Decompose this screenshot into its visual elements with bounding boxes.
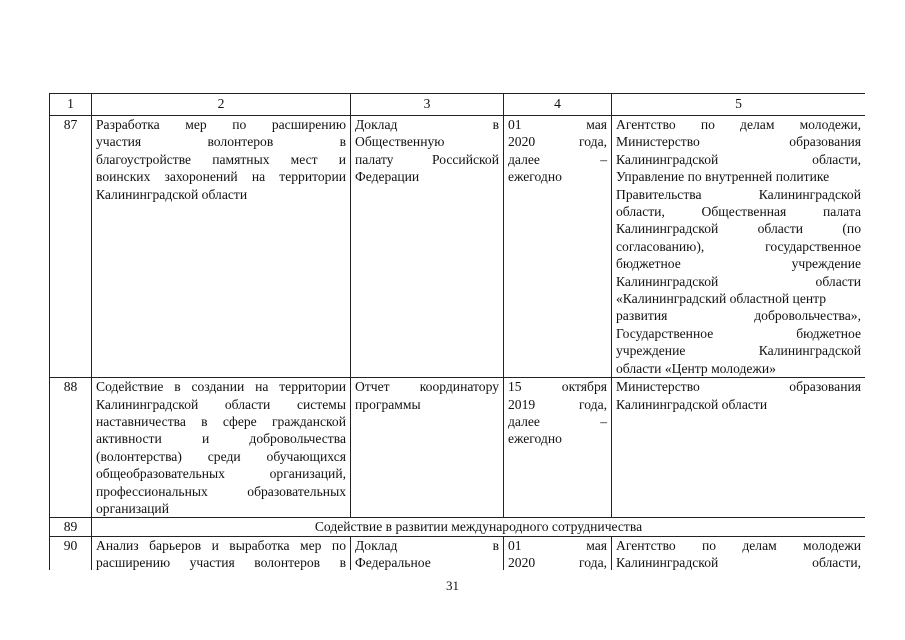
activity-line: активности и добровольчества	[96, 431, 346, 447]
header-cell-1: 1	[50, 94, 92, 116]
responsible-line: согласованию), государственное	[616, 238, 861, 254]
header-cell-4: 4	[504, 94, 612, 116]
row-number: 88	[50, 378, 92, 518]
table-row-90	[50, 536, 866, 570]
table-row-88	[50, 378, 866, 518]
result-line: Федеральное	[355, 555, 431, 570]
responsible-line: Агентство по делам молодежи,	[616, 117, 861, 132]
activity-line: общеобразовательных организаций,	[96, 466, 346, 482]
responsible-cell	[612, 116, 866, 378]
responsible-line: Управление по внутренней политике	[616, 169, 830, 185]
row-number: 89	[50, 518, 92, 536]
result-line: Отчет координатору	[355, 379, 499, 395]
activity-cell	[92, 536, 351, 570]
responsible-cell	[612, 378, 866, 518]
activity-line: Анализ барьеров и выработка мер по	[96, 537, 346, 553]
deadline-line: ежегодно	[508, 431, 562, 447]
activity-line: организаций	[96, 500, 169, 516]
responsible-line: области «Центр молодежи»	[616, 360, 776, 376]
page-number: 31	[446, 578, 459, 593]
activity-line: (волонтерства) среди обучающихся	[96, 448, 346, 464]
activity-line: воинских захоронений на территории	[96, 169, 346, 185]
result-line: программы	[355, 396, 421, 412]
deadline-cell	[504, 536, 612, 570]
row-number: 87	[50, 116, 92, 378]
result-cell	[351, 378, 504, 518]
deadline-line: 01 мая	[508, 537, 607, 553]
responsible-line: Калининградской области	[616, 396, 768, 412]
header-cell-3: 3	[351, 94, 504, 116]
responsible-line: области, Общественная палата	[616, 204, 861, 220]
responsible-line: «Калининградский областной центр	[616, 291, 827, 307]
result-line: Общественную	[355, 134, 445, 150]
header-cell-5: 5	[612, 94, 866, 116]
table-header-row	[50, 94, 866, 116]
deadline-line: 15 октября	[508, 379, 607, 395]
deadline-line: далее –	[508, 413, 607, 429]
result-line: Доклад в	[355, 117, 499, 132]
responsible-cell	[612, 536, 866, 570]
responsible-line: Калининградской области,	[616, 555, 861, 570]
activity-line: Калининградской области системы	[96, 396, 346, 412]
result-cell	[351, 536, 504, 570]
result-line: Федерации	[355, 169, 420, 185]
deadline-cell	[504, 378, 612, 518]
responsible-line: развития добровольчества»,	[616, 308, 861, 324]
activity-line: профессиональных образовательных	[96, 483, 346, 499]
result-line: палату Российской	[355, 151, 499, 167]
activity-line: Разработка мер по расширению	[96, 117, 346, 132]
deadline-line: 2020 года,	[508, 555, 607, 570]
responsible-line: Калининградской области,	[616, 151, 861, 167]
responsible-line: Калининградской области (по	[616, 221, 861, 237]
responsible-line: Калининградской области	[616, 273, 861, 289]
deadline-line: далее –	[508, 151, 607, 167]
activity-line: наставничества в сфере гражданской	[96, 413, 346, 429]
responsible-line: Государственное бюджетное	[616, 325, 861, 341]
responsible-line: Министерство образования	[616, 379, 861, 395]
header-cell-2: 2	[92, 94, 351, 116]
activity-cell	[92, 116, 351, 378]
result-cell	[351, 116, 504, 378]
deadline-line: 2020 года,	[508, 134, 607, 150]
plan-table	[49, 93, 865, 570]
deadline-line: ежегодно	[508, 169, 562, 185]
responsible-line: Правительства Калининградской	[616, 186, 861, 202]
responsible-line: Агентство по делам молодежи	[616, 537, 861, 553]
responsible-line: бюджетное учреждение	[616, 256, 861, 272]
result-line: Доклад в	[355, 537, 499, 553]
row-number: 90	[50, 536, 92, 570]
activity-line: благоустройстве памятных мест и	[96, 151, 346, 167]
responsible-line: Министерство образования	[616, 134, 861, 150]
activity-cell	[92, 378, 351, 518]
activity-line: Содействие в создании на территории	[96, 379, 346, 395]
table-row-87	[50, 116, 866, 378]
table-section-row-89	[50, 518, 866, 536]
activity-line: участия волонтеров в	[96, 134, 346, 150]
deadline-line: 2019 года,	[508, 396, 607, 412]
activity-line: Калининградской области	[96, 186, 248, 202]
responsible-line: учреждение Калининградской	[616, 343, 861, 359]
deadline-line: 01 мая	[508, 117, 607, 132]
deadline-cell	[504, 116, 612, 378]
plan-table-container	[49, 93, 865, 570]
activity-line: расширению участия волонтеров в	[96, 555, 346, 570]
section-title: Содействие в развитии международного сотрудничества	[92, 518, 866, 536]
